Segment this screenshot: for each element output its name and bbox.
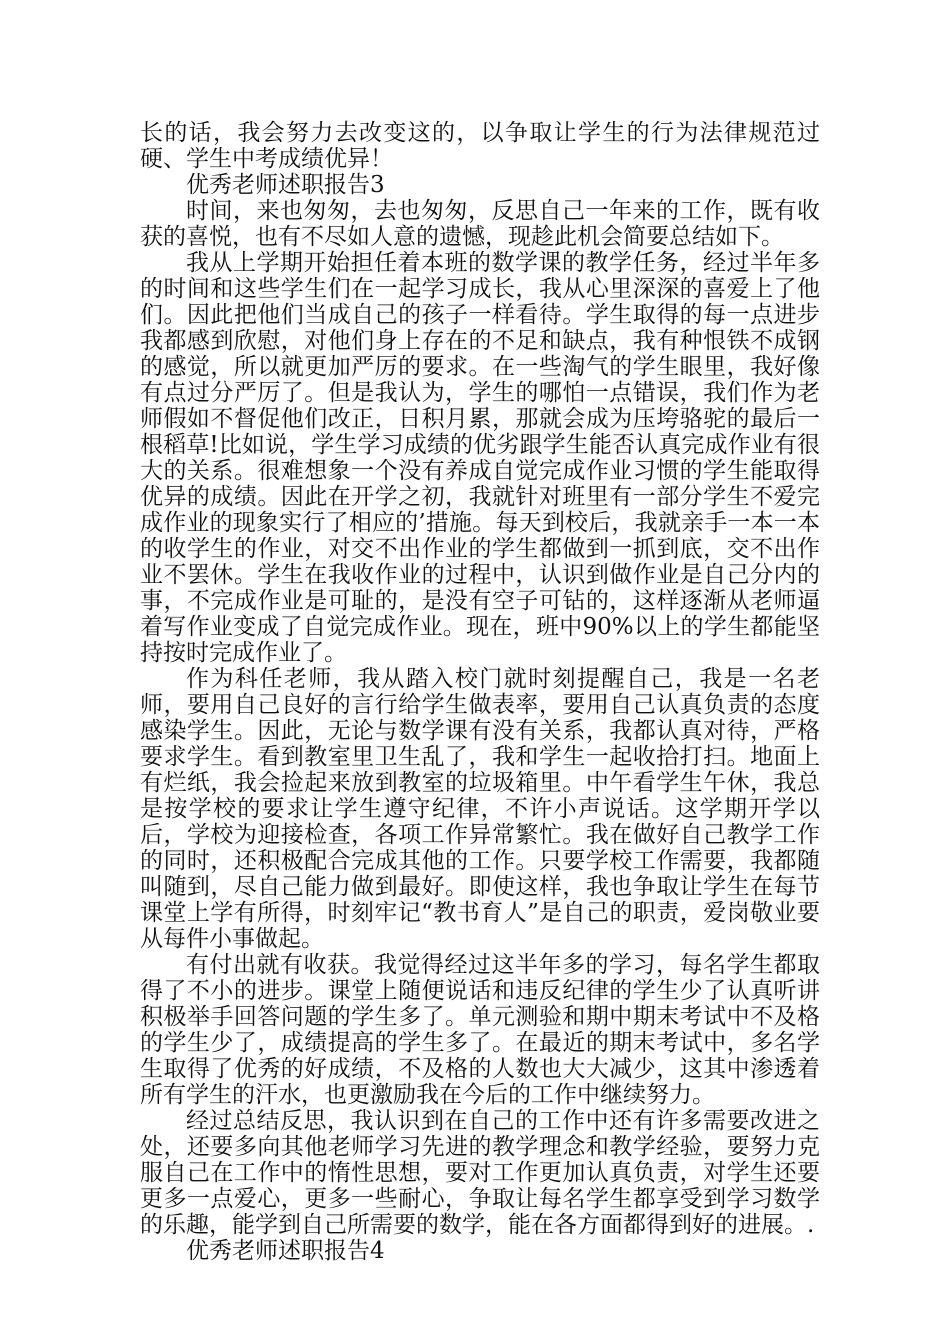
body-paragraph-4: 有付出就有收获。我觉得经过这半年多的学习，每名学生都取得了不小的进步。课堂上随便说话和违反纪律的学生少了认真听讲积极举手回答问题的学生多了。单元测验和期中期末考试中不及格的学生少了，成绩提高的学生多了。在最近的期末考试中，多名学生取得了优秀的好成绩，不及格的人数也大大减少，这其中渗透着所有学生的汗水，也更激励我在今后的工作中继续努力。 [140, 952, 820, 1108]
section-3-heading: 优秀老师述职报告3 [186, 172, 385, 198]
body-paragraph-1: 时间，来也匆匆，去也匆匆，反思自己一年来的工作，既有收获的喜悦，也有不尽如人意的遗憾，现趁此机会简要总结如下。 [140, 198, 820, 250]
body-paragraph-3: 作为科任老师，我从踏入校门就时刻提醒自己，我是一名老师，要用自己良好的言行给学生做表率，要用自己认真负责的态度感染学生。因此，无论与数学课有没有关系，我都认真对待，严格要求学生。看到教室里卫生乱了，我和学生一起收拾打扫。地面上有烂纸，我会捡起来放到教室的垃圾箱里。中午看学生午休，我总是按学校的要求让学生遵守纪律，不许小声说话。这学期开学以后，学校为迎接检查，各项工作异常繁忙。我在做好自己教学工作的同时，还积极配合完成其他的工作。只要学校工作需要，我都随叫随到，尽自己能力做到最好。即使这样，我也争取让学生在每节课堂上学有所得，时刻牢记“教书育人”是自己的职责，爱岗敬业要从每件小事做起。 [140, 666, 820, 952]
document-body [140, 120, 820, 1264]
intro-continuation-paragraph: 长的话，我会努力去改变这的，以争取让学生的行为法律规范过硬、学生中考成绩优异！ [140, 120, 820, 172]
body-paragraph-5: 经过总结反思，我认识到在自己的工作中还有许多需要改进之处，还要多向其他老师学习先进的教学理念和教学经验，要努力克服自己在工作中的惰性思想，要对工作更加认真负责，对学生还要更多一点爱心，更多一些耐心，争取让每名学生都享受到学习数学的乐趣，能学到自己所需要的数学，能在各方面都得到好的进展。. [140, 1108, 820, 1238]
section-4-heading: 优秀老师述职报告4 [186, 1238, 385, 1264]
body-paragraph-2: 我从上学期开始担任着本班的数学课的教学任务，经过半年多的时间和这些学生们在一起学习成长，我从心里深深的喜爱上了他们。因此把他们当成自己的孩子一样看待。学生取得的每一点进步我都感到欣慰，对他们身上存在的不足和缺点，我有种恨铁不成钢的感觉，所以就更加严厉的要求。在一些淘气的学生眼里，我好像有点过分严厉了。但是我认为，学生的哪怕一点错误，我们作为老师假如不督促他们改正，日积月累，那就会成为压垮骆驼的最后一根稻草!比如说，学生学习成绩的优劣跟学生能否认真完成作业有很大的关系。很难想象一个没有养成自觉完成作业习惯的学生能取得优异的成绩。因此在开学之初，我就针对班里有一部分学生不爱完成作业的现象实行了相应的’措施。每天到校后，我就亲手一本一本的收学生的作业，对交不出作业的学生都做到一抓到底，交不出作业不罢休。学生在我收作业的过程中，认识到做作业是自己分内的事，不完成作业是可耻的，是没有空子可钻的，这样逐渐从老师逼着写作业变成了自觉完成作业。现在，班中90%以上的学生都能坚持按时完成作业了。 [140, 250, 820, 666]
